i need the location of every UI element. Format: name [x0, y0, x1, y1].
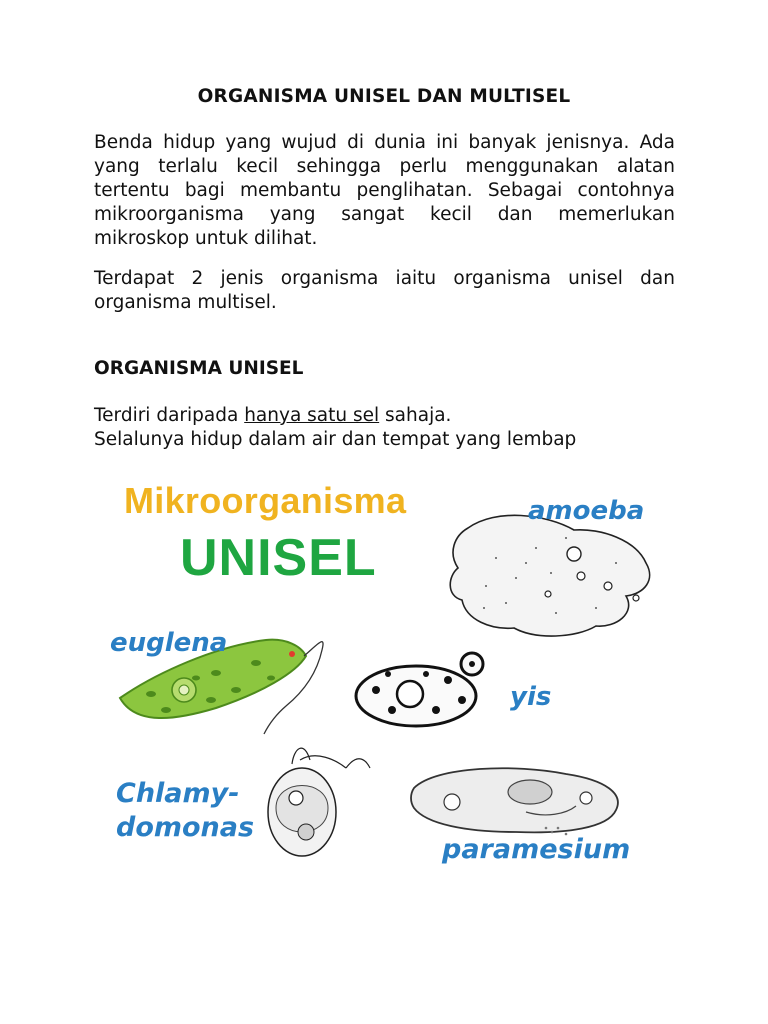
- label-yis: yis: [510, 682, 552, 712]
- label-amoeba: amoeba: [528, 496, 645, 526]
- chlamydomonas-drawing: [268, 748, 370, 856]
- section-heading: ORGANISMA UNISEL: [94, 358, 304, 379]
- definition-line: [94, 404, 451, 428]
- label-chlamydomonas-line1: Chlamy-: [116, 778, 240, 809]
- yeast-drawing: [356, 653, 483, 726]
- amoeba-drawing: [450, 515, 649, 636]
- paramecium-drawing: [411, 768, 618, 835]
- definition-text-end: sahaja.: [379, 405, 452, 426]
- page-title: ORGANISMA UNISEL DAN MULTISEL: [197, 86, 571, 107]
- figure-heading-unisel: UNISEL: [180, 529, 377, 587]
- label-euglena: euglena: [110, 628, 228, 658]
- habitat-line: Selalunya hidup dalam air dan tempat yang lembap: [94, 429, 577, 450]
- microorganism-figure: [96, 468, 656, 888]
- definition-text-start: Terdiri daripada: [94, 405, 245, 426]
- definition-underlined-text: hanya satu sel: [244, 405, 380, 426]
- label-chlamydomonas-line2: domonas: [116, 812, 255, 843]
- figure-heading-mikroorganisma: Mikroorganisma: [124, 480, 407, 521]
- label-paramesium: paramesium: [442, 834, 631, 865]
- types-paragraph: Terdapat 2 jenis organisma iaitu organisma unisel dan organisma multisel.: [94, 268, 675, 313]
- intro-paragraph: Benda hidup yang wujud di dunia ini banyak jenisnya. Ada yang terlalu kecil sehingga perlu menggunakan alatan tertentu bagi membantu penglihatan. Sebagai contohnya mikroorganisma yang sangat kecil dan memerlukan mikroskop untuk dilihat.: [94, 132, 675, 249]
